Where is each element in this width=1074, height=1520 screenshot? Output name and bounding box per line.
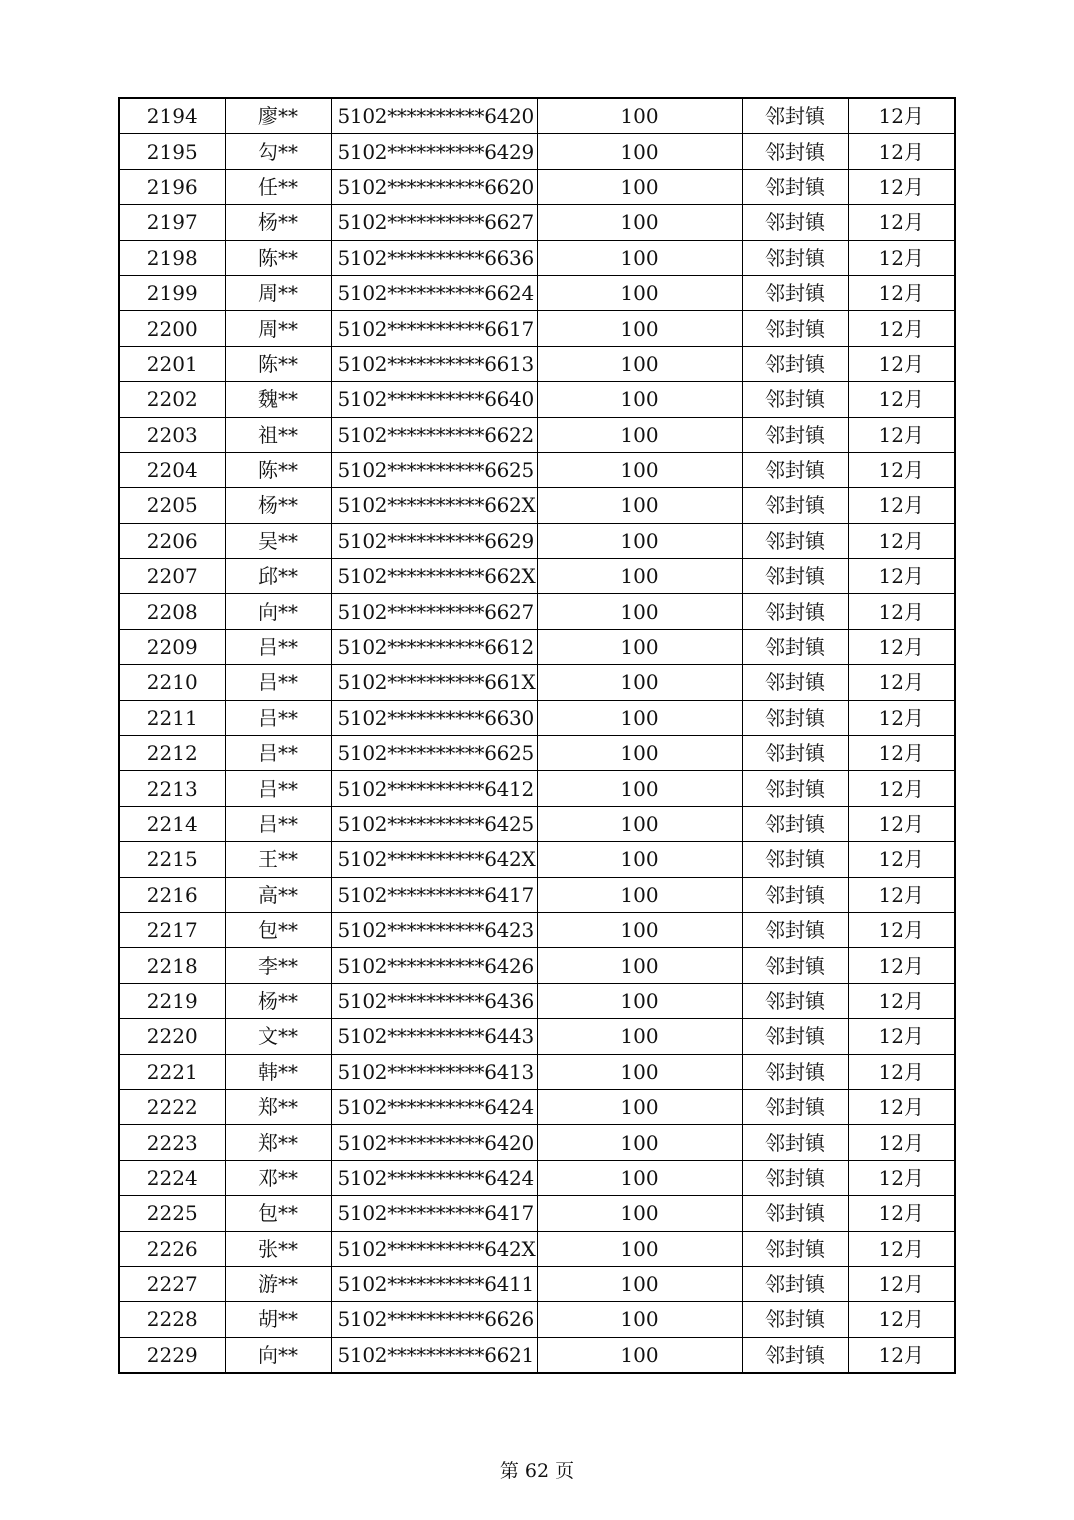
amount-cell: 100 <box>537 523 742 558</box>
id-number-cell: 5102**********6624 <box>331 275 537 310</box>
town-cell: 邻封镇 <box>742 1337 848 1373</box>
table-row <box>119 983 955 1018</box>
amount-cell: 100 <box>537 1337 742 1373</box>
id-number-cell: 5102**********6425 <box>331 806 537 841</box>
town-cell: 邻封镇 <box>742 1054 848 1089</box>
amount-cell: 100 <box>537 488 742 523</box>
serial-number-cell: 2203 <box>119 417 225 452</box>
town-cell: 邻封镇 <box>742 275 848 310</box>
month-cell: 12月 <box>848 594 955 629</box>
month-cell: 12月 <box>848 523 955 558</box>
amount-cell: 100 <box>537 134 742 169</box>
town-cell: 邻封镇 <box>742 382 848 417</box>
serial-number-cell: 2222 <box>119 1089 225 1124</box>
table-row <box>119 1231 955 1266</box>
id-number-cell: 5102**********6640 <box>331 382 537 417</box>
serial-number-cell: 2206 <box>119 523 225 558</box>
table-row <box>119 1019 955 1054</box>
id-number-cell: 5102**********6411 <box>331 1266 537 1301</box>
month-cell: 12月 <box>848 771 955 806</box>
table-row <box>119 346 955 381</box>
serial-number-cell: 2215 <box>119 842 225 877</box>
serial-number-cell: 2221 <box>119 1054 225 1089</box>
name-cell: 吕** <box>225 771 331 806</box>
month-cell: 12月 <box>848 806 955 841</box>
record-table <box>118 97 956 1374</box>
town-cell: 邻封镇 <box>742 700 848 735</box>
month-cell: 12月 <box>848 275 955 310</box>
name-cell: 张** <box>225 1231 331 1266</box>
name-cell: 廖** <box>225 98 331 134</box>
town-cell: 邻封镇 <box>742 559 848 594</box>
month-cell: 12月 <box>848 134 955 169</box>
town-cell: 邻封镇 <box>742 1160 848 1195</box>
town-cell: 邻封镇 <box>742 948 848 983</box>
serial-number-cell: 2218 <box>119 948 225 983</box>
id-number-cell: 5102**********662X <box>331 559 537 594</box>
serial-number-cell: 2197 <box>119 205 225 240</box>
amount-cell: 100 <box>537 275 742 310</box>
name-cell: 文** <box>225 1019 331 1054</box>
id-number-cell: 5102**********662X <box>331 488 537 523</box>
serial-number-cell: 2217 <box>119 912 225 947</box>
record-table-body <box>119 98 955 1373</box>
town-cell: 邻封镇 <box>742 1231 848 1266</box>
serial-number-cell: 2199 <box>119 275 225 310</box>
id-number-cell: 5102**********6424 <box>331 1160 537 1195</box>
table-row <box>119 1125 955 1160</box>
name-cell: 周** <box>225 311 331 346</box>
town-cell: 邻封镇 <box>742 169 848 204</box>
serial-number-cell: 2223 <box>119 1125 225 1160</box>
serial-number-cell: 2220 <box>119 1019 225 1054</box>
id-number-cell: 5102**********6626 <box>331 1302 537 1337</box>
amount-cell: 100 <box>537 346 742 381</box>
month-cell: 12月 <box>848 877 955 912</box>
town-cell: 邻封镇 <box>742 240 848 275</box>
name-cell: 胡** <box>225 1302 331 1337</box>
serial-number-cell: 2226 <box>119 1231 225 1266</box>
serial-number-cell: 2214 <box>119 806 225 841</box>
table-row <box>119 240 955 275</box>
town-cell: 邻封镇 <box>742 1266 848 1301</box>
month-cell: 12月 <box>848 1196 955 1231</box>
table-row <box>119 205 955 240</box>
table-row <box>119 1089 955 1124</box>
id-number-cell: 5102**********6424 <box>331 1089 537 1124</box>
amount-cell: 100 <box>537 169 742 204</box>
amount-cell: 100 <box>537 877 742 912</box>
serial-number-cell: 2207 <box>119 559 225 594</box>
id-number-cell: 5102**********6630 <box>331 700 537 735</box>
amount-cell: 100 <box>537 806 742 841</box>
name-cell: 向** <box>225 594 331 629</box>
table-row <box>119 700 955 735</box>
serial-number-cell: 2227 <box>119 1266 225 1301</box>
table-row <box>119 806 955 841</box>
serial-number-cell: 2200 <box>119 311 225 346</box>
table-row <box>119 877 955 912</box>
table-row <box>119 665 955 700</box>
amount-cell: 100 <box>537 240 742 275</box>
id-number-cell: 5102**********6613 <box>331 346 537 381</box>
month-cell: 12月 <box>848 488 955 523</box>
name-cell: 任** <box>225 169 331 204</box>
name-cell: 祖** <box>225 417 331 452</box>
name-cell: 吕** <box>225 700 331 735</box>
month-cell: 12月 <box>848 736 955 771</box>
month-cell: 12月 <box>848 346 955 381</box>
month-cell: 12月 <box>848 1125 955 1160</box>
table-row <box>119 134 955 169</box>
town-cell: 邻封镇 <box>742 1196 848 1231</box>
name-cell: 郑** <box>225 1125 331 1160</box>
month-cell: 12月 <box>848 700 955 735</box>
page-number: 第 62 页 <box>499 1460 575 1482</box>
serial-number-cell: 2195 <box>119 134 225 169</box>
name-cell: 向** <box>225 1337 331 1373</box>
table-row <box>119 948 955 983</box>
id-number-cell: 5102**********6436 <box>331 983 537 1018</box>
month-cell: 12月 <box>848 205 955 240</box>
serial-number-cell: 2202 <box>119 382 225 417</box>
amount-cell: 100 <box>537 98 742 134</box>
town-cell: 邻封镇 <box>742 1089 848 1124</box>
table-row <box>119 1196 955 1231</box>
name-cell: 郑** <box>225 1089 331 1124</box>
amount-cell: 100 <box>537 1160 742 1195</box>
name-cell: 陈** <box>225 240 331 275</box>
month-cell: 12月 <box>848 1337 955 1373</box>
name-cell: 杨** <box>225 488 331 523</box>
month-cell: 12月 <box>848 629 955 664</box>
serial-number-cell: 2205 <box>119 488 225 523</box>
id-number-cell: 5102**********6621 <box>331 1337 537 1373</box>
town-cell: 邻封镇 <box>742 1125 848 1160</box>
id-number-cell: 5102**********6625 <box>331 452 537 487</box>
name-cell: 魏** <box>225 382 331 417</box>
month-cell: 12月 <box>848 311 955 346</box>
name-cell: 杨** <box>225 983 331 1018</box>
table-row <box>119 382 955 417</box>
amount-cell: 100 <box>537 842 742 877</box>
serial-number-cell: 2201 <box>119 346 225 381</box>
town-cell: 邻封镇 <box>742 1302 848 1337</box>
serial-number-cell: 2224 <box>119 1160 225 1195</box>
town-cell: 邻封镇 <box>742 983 848 1018</box>
month-cell: 12月 <box>848 452 955 487</box>
table-row <box>119 311 955 346</box>
amount-cell: 100 <box>537 205 742 240</box>
month-cell: 12月 <box>848 98 955 134</box>
serial-number-cell: 2225 <box>119 1196 225 1231</box>
serial-number-cell: 2204 <box>119 452 225 487</box>
name-cell: 邱** <box>225 559 331 594</box>
town-cell: 邻封镇 <box>742 488 848 523</box>
id-number-cell: 5102**********6423 <box>331 912 537 947</box>
serial-number-cell: 2219 <box>119 983 225 1018</box>
town-cell: 邻封镇 <box>742 736 848 771</box>
town-cell: 邻封镇 <box>742 417 848 452</box>
table-row <box>119 417 955 452</box>
month-cell: 12月 <box>848 1019 955 1054</box>
name-cell: 邓** <box>225 1160 331 1195</box>
name-cell: 勾** <box>225 134 331 169</box>
month-cell: 12月 <box>848 948 955 983</box>
id-number-cell: 5102**********6629 <box>331 523 537 558</box>
month-cell: 12月 <box>848 1089 955 1124</box>
id-number-cell: 5102**********6622 <box>331 417 537 452</box>
amount-cell: 100 <box>537 382 742 417</box>
amount-cell: 100 <box>537 1054 742 1089</box>
name-cell: 吕** <box>225 629 331 664</box>
table-row <box>119 452 955 487</box>
table-row <box>119 771 955 806</box>
name-cell: 吕** <box>225 736 331 771</box>
id-number-cell: 5102**********642X <box>331 842 537 877</box>
town-cell: 邻封镇 <box>742 452 848 487</box>
name-cell: 王** <box>225 842 331 877</box>
table-row <box>119 523 955 558</box>
serial-number-cell: 2211 <box>119 700 225 735</box>
town-cell: 邻封镇 <box>742 98 848 134</box>
serial-number-cell: 2194 <box>119 98 225 134</box>
month-cell: 12月 <box>848 1302 955 1337</box>
id-number-cell: 5102**********6413 <box>331 1054 537 1089</box>
month-cell: 12月 <box>848 240 955 275</box>
name-cell: 陈** <box>225 452 331 487</box>
town-cell: 邻封镇 <box>742 594 848 629</box>
month-cell: 12月 <box>848 1266 955 1301</box>
amount-cell: 100 <box>537 1302 742 1337</box>
town-cell: 邻封镇 <box>742 629 848 664</box>
id-number-cell: 5102**********642X <box>331 1231 537 1266</box>
id-number-cell: 5102**********661X <box>331 665 537 700</box>
amount-cell: 100 <box>537 1196 742 1231</box>
name-cell: 周** <box>225 275 331 310</box>
month-cell: 12月 <box>848 559 955 594</box>
amount-cell: 100 <box>537 417 742 452</box>
amount-cell: 100 <box>537 594 742 629</box>
table-row <box>119 629 955 664</box>
month-cell: 12月 <box>848 417 955 452</box>
month-cell: 12月 <box>848 912 955 947</box>
name-cell: 吴** <box>225 523 331 558</box>
town-cell: 邻封镇 <box>742 523 848 558</box>
amount-cell: 100 <box>537 665 742 700</box>
id-number-cell: 5102**********6420 <box>331 98 537 134</box>
id-number-cell: 5102**********6417 <box>331 1196 537 1231</box>
amount-cell: 100 <box>537 311 742 346</box>
table-row <box>119 275 955 310</box>
table-row <box>119 842 955 877</box>
serial-number-cell: 2228 <box>119 1302 225 1337</box>
table-row <box>119 98 955 134</box>
town-cell: 邻封镇 <box>742 346 848 381</box>
name-cell: 包** <box>225 912 331 947</box>
id-number-cell: 5102**********6617 <box>331 311 537 346</box>
month-cell: 12月 <box>848 665 955 700</box>
name-cell: 李** <box>225 948 331 983</box>
table-row <box>119 1302 955 1337</box>
serial-number-cell: 2229 <box>119 1337 225 1373</box>
serial-number-cell: 2210 <box>119 665 225 700</box>
amount-cell: 100 <box>537 700 742 735</box>
amount-cell: 100 <box>537 1266 742 1301</box>
table-row <box>119 488 955 523</box>
name-cell: 韩** <box>225 1054 331 1089</box>
id-number-cell: 5102**********6412 <box>331 771 537 806</box>
id-number-cell: 5102**********6417 <box>331 877 537 912</box>
id-number-cell: 5102**********6426 <box>331 948 537 983</box>
name-cell: 吕** <box>225 806 331 841</box>
town-cell: 邻封镇 <box>742 134 848 169</box>
id-number-cell: 5102**********6620 <box>331 169 537 204</box>
name-cell: 吕** <box>225 665 331 700</box>
serial-number-cell: 2208 <box>119 594 225 629</box>
amount-cell: 100 <box>537 912 742 947</box>
town-cell: 邻封镇 <box>742 912 848 947</box>
town-cell: 邻封镇 <box>742 1019 848 1054</box>
amount-cell: 100 <box>537 1019 742 1054</box>
month-cell: 12月 <box>848 1231 955 1266</box>
month-cell: 12月 <box>848 842 955 877</box>
amount-cell: 100 <box>537 629 742 664</box>
table-row <box>119 912 955 947</box>
month-cell: 12月 <box>848 382 955 417</box>
table-row <box>119 1054 955 1089</box>
serial-number-cell: 2209 <box>119 629 225 664</box>
name-cell: 高** <box>225 877 331 912</box>
serial-number-cell: 2216 <box>119 877 225 912</box>
serial-number-cell: 2212 <box>119 736 225 771</box>
town-cell: 邻封镇 <box>742 877 848 912</box>
id-number-cell: 5102**********6420 <box>331 1125 537 1160</box>
table-row <box>119 169 955 204</box>
month-cell: 12月 <box>848 1160 955 1195</box>
table-row <box>119 736 955 771</box>
amount-cell: 100 <box>537 1089 742 1124</box>
serial-number-cell: 2198 <box>119 240 225 275</box>
town-cell: 邻封镇 <box>742 842 848 877</box>
amount-cell: 100 <box>537 948 742 983</box>
town-cell: 邻封镇 <box>742 771 848 806</box>
serial-number-cell: 2213 <box>119 771 225 806</box>
amount-cell: 100 <box>537 1231 742 1266</box>
id-number-cell: 5102**********6625 <box>331 736 537 771</box>
name-cell: 杨** <box>225 205 331 240</box>
id-number-cell: 5102**********6429 <box>331 134 537 169</box>
town-cell: 邻封镇 <box>742 205 848 240</box>
id-number-cell: 5102**********6612 <box>331 629 537 664</box>
table-row <box>119 1160 955 1195</box>
name-cell: 游** <box>225 1266 331 1301</box>
town-cell: 邻封镇 <box>742 665 848 700</box>
table-row <box>119 559 955 594</box>
amount-cell: 100 <box>537 736 742 771</box>
serial-number-cell: 2196 <box>119 169 225 204</box>
amount-cell: 100 <box>537 771 742 806</box>
id-number-cell: 5102**********6636 <box>331 240 537 275</box>
amount-cell: 100 <box>537 1125 742 1160</box>
month-cell: 12月 <box>848 169 955 204</box>
id-number-cell: 5102**********6627 <box>331 205 537 240</box>
amount-cell: 100 <box>537 983 742 1018</box>
month-cell: 12月 <box>848 1054 955 1089</box>
name-cell: 包** <box>225 1196 331 1231</box>
id-number-cell: 5102**********6627 <box>331 594 537 629</box>
month-cell: 12月 <box>848 983 955 1018</box>
amount-cell: 100 <box>537 559 742 594</box>
town-cell: 邻封镇 <box>742 311 848 346</box>
table-row <box>119 1266 955 1301</box>
table-row <box>119 1337 955 1373</box>
id-number-cell: 5102**********6443 <box>331 1019 537 1054</box>
town-cell: 邻封镇 <box>742 806 848 841</box>
table-row <box>119 594 955 629</box>
amount-cell: 100 <box>537 452 742 487</box>
name-cell: 陈** <box>225 346 331 381</box>
